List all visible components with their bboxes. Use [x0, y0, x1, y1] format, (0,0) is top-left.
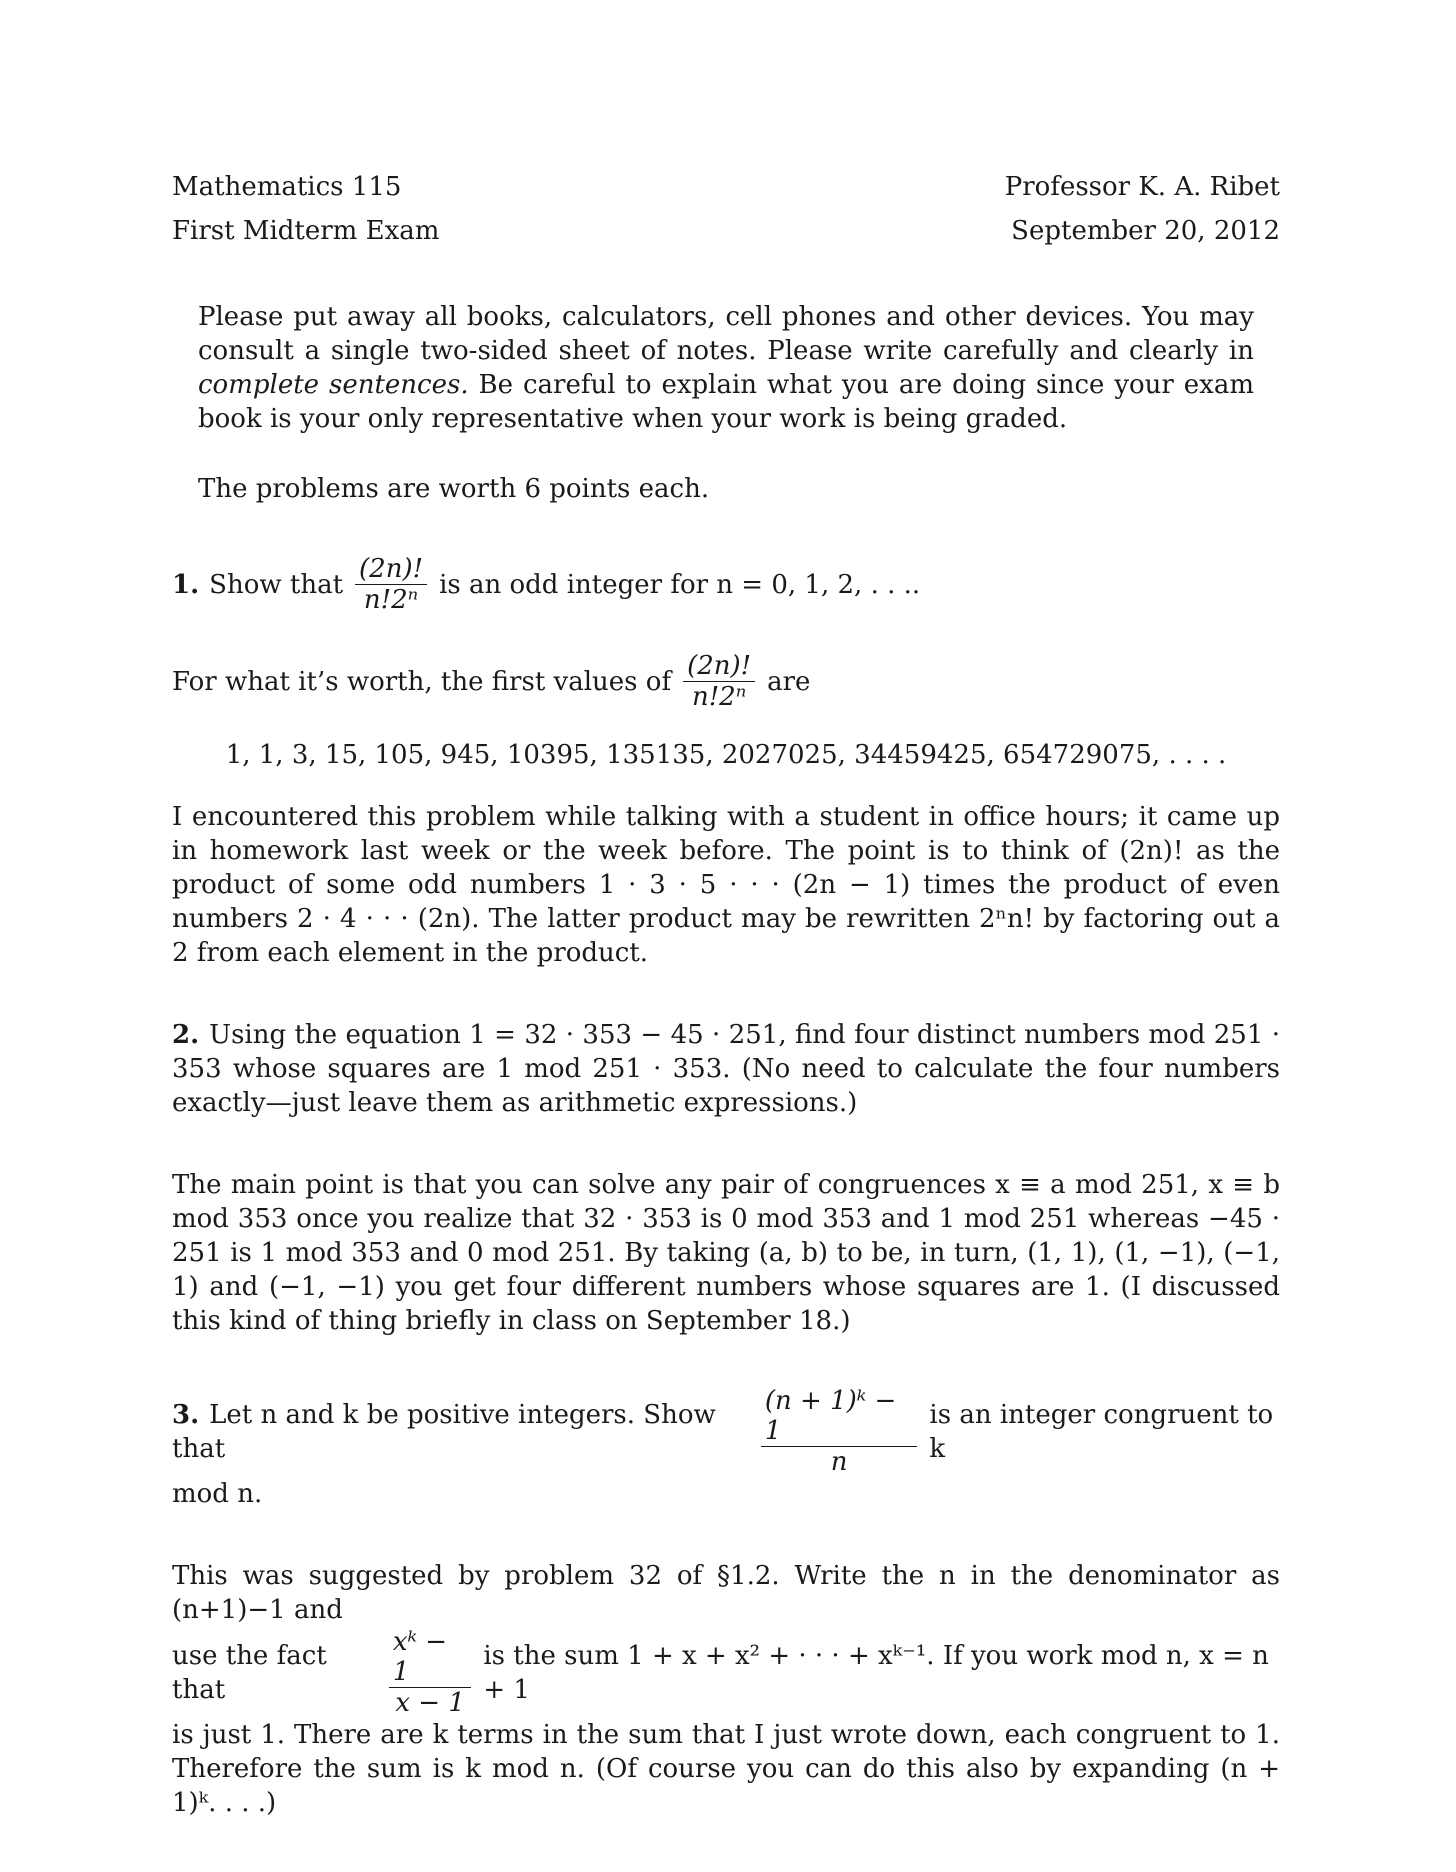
course-title: Mathematics 115 [172, 172, 402, 202]
header-row-1 [172, 170, 1280, 204]
problem-3-lead-wrap [172, 1398, 749, 1466]
sequence-values: 1, 1, 3, 15, 105, 945, 10395, 135135, 2027025, 34459425, 654729075, . . . . [225, 740, 1227, 770]
problem-2-number: 2. [172, 1020, 200, 1050]
problem-3-tail: is an integer congruent to k [929, 1399, 1274, 1464]
fraction-numerator: (2n)! [355, 554, 427, 585]
problem-3-number: 3. [172, 1399, 200, 1430]
points-note: The problems are worth 6 points each. [198, 474, 710, 504]
problem-2-text: Using the equation 1 = 32 · 353 − 45 · 251, find four distinct numbers mod 251 · 353 whose squares are 1 mod 251 · 353. (No need to calculate the four numbers exactly—just leave them as arithmetic expressions.) [172, 1020, 1280, 1118]
header-row-2 [172, 214, 1280, 248]
fraction-numerator: (2n)! [683, 651, 755, 682]
solution-line-2 [172, 1627, 1280, 1718]
instructions-emphasis: complete sentences. [198, 370, 469, 400]
solution-rest: is just 1. There are k terms in the sum that I just wrote down, each congruent to 1. Therefore the sum is k mod n. (Of course you can do this also by expanding (n + 1)ᵏ. . . .) [172, 1720, 1280, 1818]
problem-2-solution: The main point is that you can solve any pair of congruences x ≡ a mod 251, x ≡ b mod 353 once you realize that 32 · 353 is 0 mod 353 and 1 mod 251 whereas −45 · 251 is 1 mod 353 and 0 mod 251. By taking (a, b) to be, in turn, (1, 1), (1, −1), (−1, 1) and (−1, −1) you get four different numbers whose squares are 1. (I discussed this kind of thing briefly in class on September 18.) [172, 1170, 1280, 1336]
solution-lead: use the fact that [172, 1640, 327, 1705]
solution-line-1: This was suggested by problem 32 of §1.2. Write the n in the denominator as (n+1)−1 and [172, 1561, 1280, 1625]
problem-2 [172, 1018, 1280, 1120]
problem-3-lead: Let n and k be positive integers. Show that [172, 1399, 716, 1464]
solution-fraction [389, 1627, 471, 1718]
fraction-denominator: n!2ⁿ [691, 682, 747, 712]
problem-1-number: 1. [172, 569, 200, 600]
exam-page [172, 170, 1280, 1820]
problem-1-lead: Show that [209, 569, 344, 600]
solution-tail: is the sum 1 + x + x² + · · · + xᵏ⁻¹. If you work mod n, x = n + 1 [483, 1640, 1269, 1705]
fraction-denominator: n [830, 1447, 848, 1477]
problem-1-tail: is an odd integer for n = 0, 1, 2, . . .. [439, 569, 921, 600]
problem-1-note [172, 651, 1280, 712]
instructions-text-b: Be careful to explain what you are doing since your exam book is your only representative when your work is being graded. [198, 370, 1254, 434]
fraction-denominator: n!2ⁿ [363, 585, 419, 615]
note-tail: are [767, 666, 811, 697]
problem-1-solution: I encountered this problem while talking with a student in office hours; it came up in homework last week or the week before. The point is to think of (2n)! as the product of some odd numbers 1 · 3 · 5 · · · (2n − 1) times the product of even numbers 2 · 4 · · · (2n). The latter product may be rewritten 2ⁿn! by factoring out a 2 from each element in the product. [172, 802, 1280, 968]
problem-3 [172, 1386, 1280, 1477]
fraction-denominator: x − 1 [395, 1688, 465, 1718]
exam-date: September 20, 2012 [1011, 216, 1280, 246]
instructions-paragraph [198, 300, 1254, 436]
problem-3-fraction [761, 1386, 918, 1477]
fraction-numerator: (n + 1)ᵏ − 1 [761, 1386, 918, 1447]
problem-1 [172, 554, 1280, 615]
instructions-text-a: Please put away all books, calculators, cell phones and other devices. You may consult a single two-sided sheet of notes. Please write carefully and clearly in [198, 302, 1254, 366]
exam-title: First Midterm Exam [172, 216, 440, 246]
instructions [198, 300, 1254, 506]
fraction-numerator: xᵏ − 1 [389, 1627, 471, 1688]
problem-3-solution [172, 1559, 1280, 1820]
note-fraction [683, 651, 755, 712]
note-lead: For what it’s worth, the first values of [172, 666, 672, 697]
problem-1-fraction [355, 554, 427, 615]
problem-3-tail-2: mod n. [172, 1479, 263, 1509]
professor-name: Professor K. A. Ribet [1004, 172, 1280, 202]
